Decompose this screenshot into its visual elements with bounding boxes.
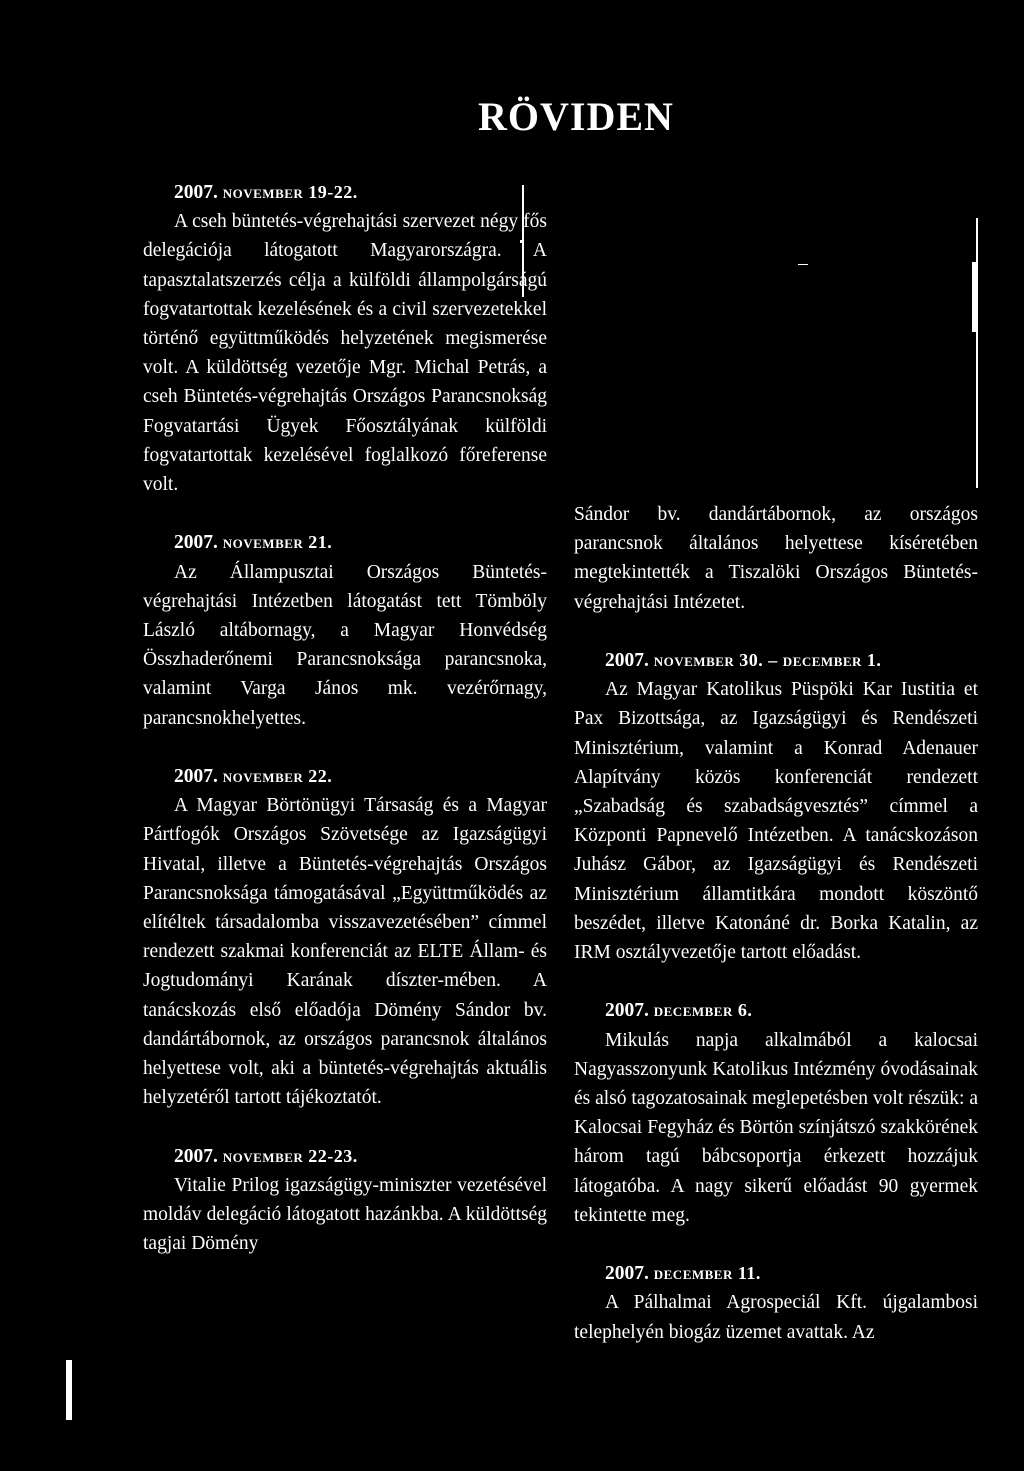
entry-date: 2007. november 19-22. <box>174 182 358 203</box>
entry-date: 2007. november 21. <box>174 532 333 554</box>
news-entry <box>143 528 547 732</box>
page-title: RÖVIDEN <box>478 94 674 139</box>
entry-date: 2007. november 22. <box>174 766 333 788</box>
news-entry <box>574 1259 978 1347</box>
entry-text: A cseh büntetés-végrehajtási szervezet négy fős delegációja látogatott Magyarországra. A tapasztalatszerzés célja a külföldi állampolgárságú fogvatartottak kezelésének és a civil szervezetekkel történő együttműködés helyzetének megismerése volt. A küldöttség vezetője Mgr. Michal Petrás, a cseh Büntetés-végrehajtás Országos Parancsnokság Fogvatartási Ügyek Főosztályának külföldi fogvatartottak kezelésével foglalkozó főreferense volt. <box>143 211 547 496</box>
news-entry <box>143 1142 547 1259</box>
news-entry-continuation <box>574 500 978 617</box>
scan-mark <box>798 264 808 265</box>
news-entry <box>574 996 978 1230</box>
entry-text: A Magyar Börtönügyi Társaság és a Magyar Pártfogók Országos Szövetsége az Igazságügyi Hivatal, illetve a Büntetés-végrehajtás Országos Parancsnoksága támogatásával „Együttműködés az elítéltek társadalomba visszavezetésében” címmel rendezett szakmai konferenciát az ELTE Állam- és Jogtudományi Karának díszter-mében. A tanácskozás első előadója Dömény Sándor bv. dandártábornok, az országos parancsnok általános helyettese volt, aki a büntetés-végrehajtás aktuális helyzetéről tartott tájékoztatót. <box>143 795 547 1109</box>
entry-text: Az Állampusztai Országos Büntetés-végrehajtási Intézetben látogatást tett Tömböly László altábornagy, a Magyar Honvédség Összhaderőnemi Parancsnoksága parancsnoka, valamint Varga János mk. vezérőrnagy, parancsnokhelyettes. <box>143 561 547 729</box>
news-entry <box>143 762 547 1112</box>
entry-text: Mikulás napja alkalmából a kalocsai Nagyasszonyunk Katolikus Intézmény óvodásainak és alsó tagozatosainak meglepetésben volt részük: a Kalocsai Fegyház és Börtön színjátszó szakkörének három tagú bábcsoportja érkezett hozzájuk látogatóba. A nagy sikerű előadást 90 gyermek tekintette meg. <box>574 1029 978 1226</box>
right-column <box>574 500 978 1376</box>
entry-text: A Pálhalmai Agrospeciál Kft. újgalambosi telephelyén biogáz üzemet avattak. Az <box>574 1292 978 1343</box>
news-entry <box>574 646 978 967</box>
entry-date: 2007. november 30. – december 1. <box>605 650 882 671</box>
entry-date: 2007. december 11. <box>605 1263 761 1285</box>
entry-text: Sándor bv. dandártábornok, az országos parancsnok általános helyettese kíséretében megtekintették a Tiszalöki Országos Büntetés-végrehajtási Intézetet. <box>574 504 978 613</box>
news-entry <box>143 178 547 499</box>
scan-mark <box>976 218 978 488</box>
left-column <box>143 178 547 1288</box>
entry-date: 2007. december 6. <box>605 1000 753 1022</box>
entry-text: Vitalie Prilog igazságügy-miniszter vezetésével moldáv delegáció látogatott hazánkba. A küldöttség tagjai Dömény <box>143 1174 547 1255</box>
entry-text: Az Magyar Katolikus Püspöki Kar Iustitia et Pax Bizottsága, az Igazságügyi és Rendészeti Minisztérium, valamint a Konrad Adenauer Alapítvány közös konferenciát rendezett „Szabadság és szabadságvesztés” címmel a Központi Papnevelő Intézetben. A tanácskozáson Juhász Gábor, az Igazságügyi és Rendészeti Minisztérium államtitkára mondott köszöntő beszédet, illetve Katonáné dr. Borka Katalin, az IRM osztályvezetője tartott előadást. <box>574 679 978 964</box>
scan-mark <box>972 262 976 332</box>
entry-date: 2007. november 22-23. <box>174 1145 358 1167</box>
scan-mark <box>66 1360 72 1420</box>
